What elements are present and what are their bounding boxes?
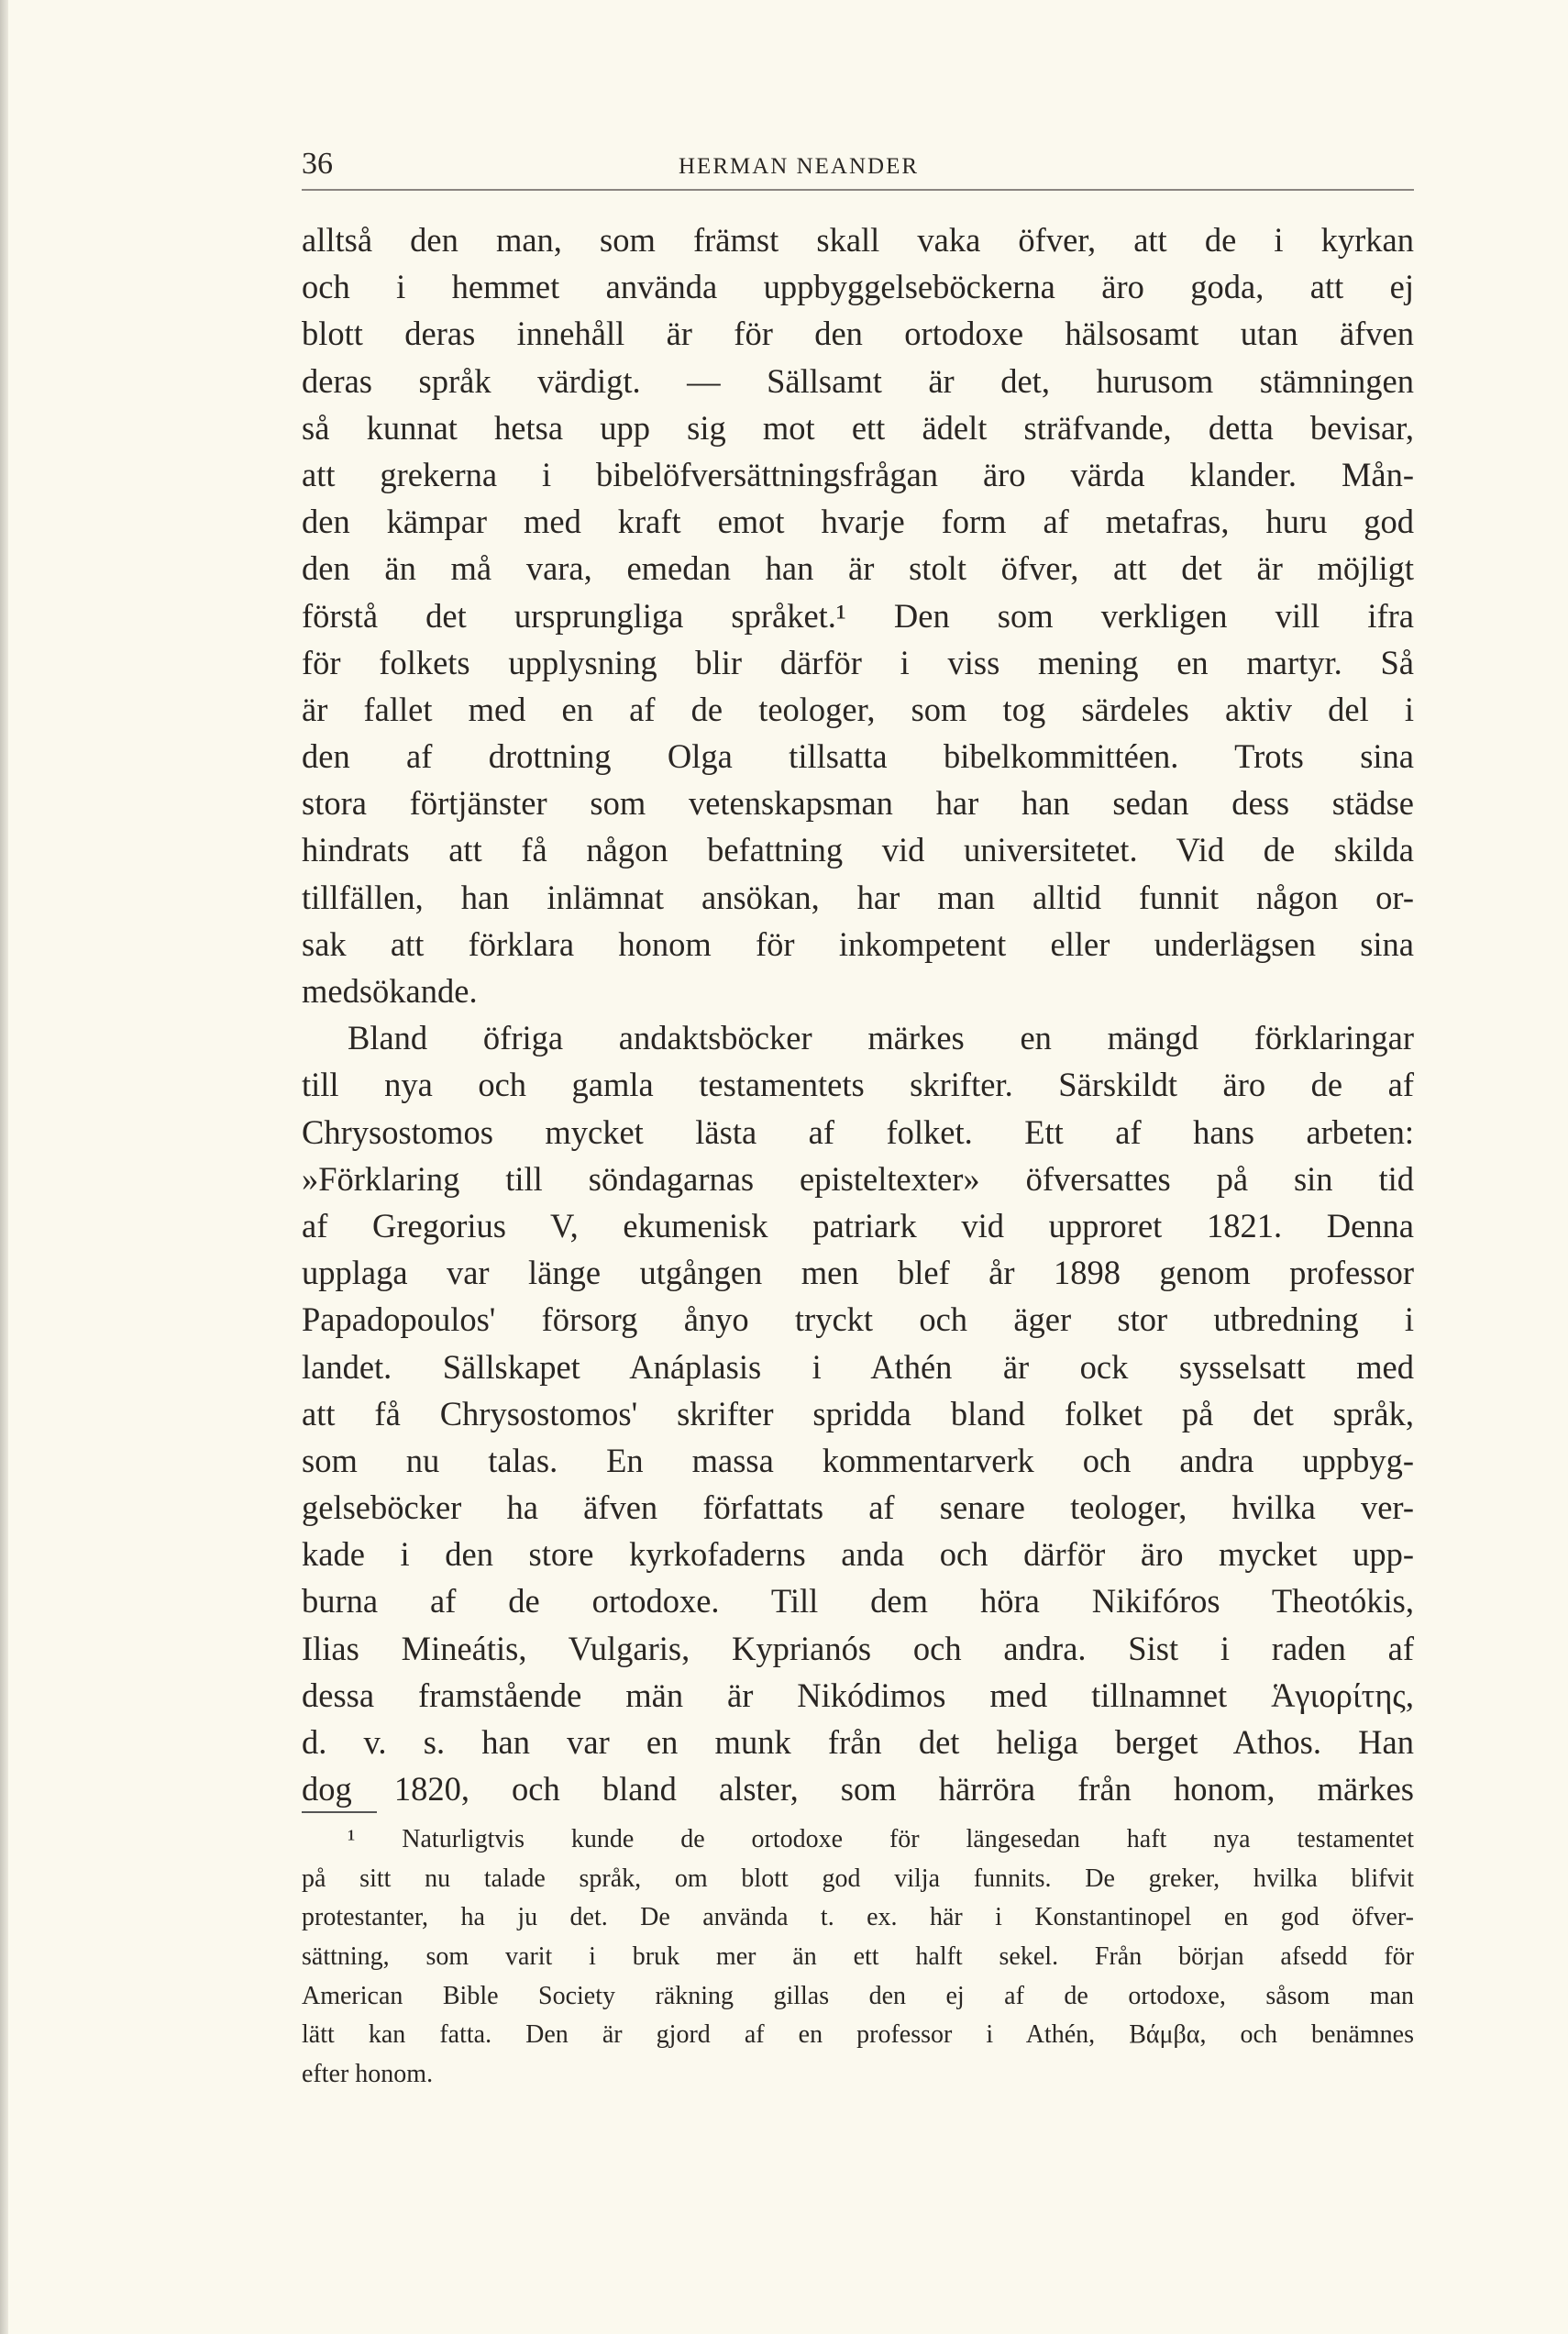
body-line: Ilias Mineátis, Vulgaris, Kyprianós och andra. Sist i raden af (302, 1629, 1414, 1667)
footnote-line: ¹ Naturligtvis kunde de ortodoxe för längesedan haft nya testamentet (348, 1825, 1414, 1853)
body-line: Papadopoulos' försorg ånyo tryckt och äger stor utbredning i (302, 1300, 1414, 1339)
body-line: att få Chrysostomos' skrifter spridda bland folket på det språk, (302, 1394, 1414, 1432)
body-line: landet. Sällskapet Anáplasis i Athén är ock sysselsatt med (302, 1347, 1414, 1386)
body-text (302, 216, 1414, 1812)
body-line: medsökande. (302, 972, 478, 1010)
running-head: HERMAN NEANDER (679, 154, 920, 179)
body-line: förstå det ursprungliga språket.¹ Den som verkligen vill ifra (302, 596, 1414, 635)
body-line: d. v. s. han var en munk från det heliga berget Athos. Han (302, 1723, 1414, 1761)
body-line: som nu talas. En massa kommentarverk och andra uppbyg- (302, 1441, 1414, 1479)
body-line: deras språk värdigt. — Sällsamt är det, hurusom stämningen (302, 361, 1414, 400)
body-line: till nya och gamla testamentets skrifter. Särskildt äro de af (302, 1066, 1414, 1104)
footnote-line: protestanter, ha ju det. De använda t. ex. här i Konstantinopel en god öfver- (302, 1903, 1414, 1932)
body-line: burna af de ortodoxe. Till dem höra Nikifóros Theotókis, (302, 1582, 1414, 1621)
footnote-line: American Bible Society räkning gillas den ej af de ortodoxe, såsom man (302, 1981, 1414, 2010)
body-line: Chrysostomos mycket lästa af folket. Ett af hans arbeten: (302, 1112, 1414, 1151)
body-line: dog 1820, och bland alster, som härröra från honom, märkes (302, 1770, 1414, 1809)
footnotes (302, 1820, 1414, 2095)
footnote-line: sättning, som varit i bruk mer än ett halft sekel. Från början afsedd för (302, 1942, 1414, 1972)
body-line: kade i den store kyrkofaderns anda och därför äro mycket upp- (302, 1535, 1414, 1574)
page-number: 36 (302, 147, 333, 181)
body-line: upplaga var länge utgången men blef år 1898 genom professor (302, 1254, 1414, 1292)
footnote-rule (302, 1811, 377, 1813)
body-line: dessa framstående män är Nikódimos med tillnamnet Ἁγιορίτης, (302, 1676, 1414, 1714)
body-line: af Gregorius V, ekumenisk patriark vid upproret 1821. Denna (302, 1206, 1414, 1244)
footnote-line: på sitt nu talade språk, om blott god vilja funnits. De greker, hvilka blifvit (302, 1864, 1414, 1893)
body-line: är fallet med en af de teologer, som tog särdeles aktiv del i (302, 690, 1414, 728)
body-line: gelseböcker ha äfven författats af senare teologer, hvilka ver- (302, 1488, 1414, 1527)
body-line: »Förklaring till söndagarnas episteltexter» öfversattes på sin tid (302, 1159, 1414, 1198)
page-edge-shadow (0, 0, 8, 2334)
body-line: tillfällen, han inlämnat ansökan, har man alltid funnit någon or- (302, 878, 1414, 916)
body-line: den än må vara, emedan han är stolt öfver, att det är möjligt (302, 549, 1414, 588)
body-line: alltså den man, som främst skall vaka öfver, att de i kyrkan (302, 221, 1414, 259)
body-line: den kämpar med kraft emot hvarje form af metafras, huru god (302, 503, 1414, 541)
body-line: och i hemmet använda uppbyggelseböckerna äro goda, att ej (302, 268, 1414, 306)
body-line: så kunnat hetsa upp sig mot ett ädelt sträfvande, detta bevisar, (302, 408, 1414, 447)
footnote-line: efter honom. (302, 2060, 434, 2089)
header-rule (302, 189, 1414, 191)
body-line: för folkets upplysning blir därför i viss mening en martyr. Så (302, 643, 1414, 681)
body-line: sak att förklara honom för inkompetent eller underlägsen sina (302, 924, 1414, 963)
body-line: stora förtjänster som vetenskapsman har han sedan dess städse (302, 784, 1414, 823)
body-line: att grekerna i bibelöfversättningsfrågan äro värda klander. Mån- (302, 455, 1414, 493)
body-line: hindrats att få någon befattning vid universitetet. Vid de skilda (302, 831, 1414, 869)
body-line: den af drottning Olga tillsatta bibelkommittéen. Trots sina (302, 737, 1414, 776)
footnote-line: lätt kan fatta. Den är gjord af en professor i Athén, Βάμβα, och benämnes (302, 2020, 1414, 2050)
body-line: blott deras innehåll är för den ortodoxe hälsosamt utan äfven (302, 315, 1414, 353)
body-line: Bland öfriga andaktsböcker märkes en mängd förklaringar (348, 1019, 1414, 1057)
